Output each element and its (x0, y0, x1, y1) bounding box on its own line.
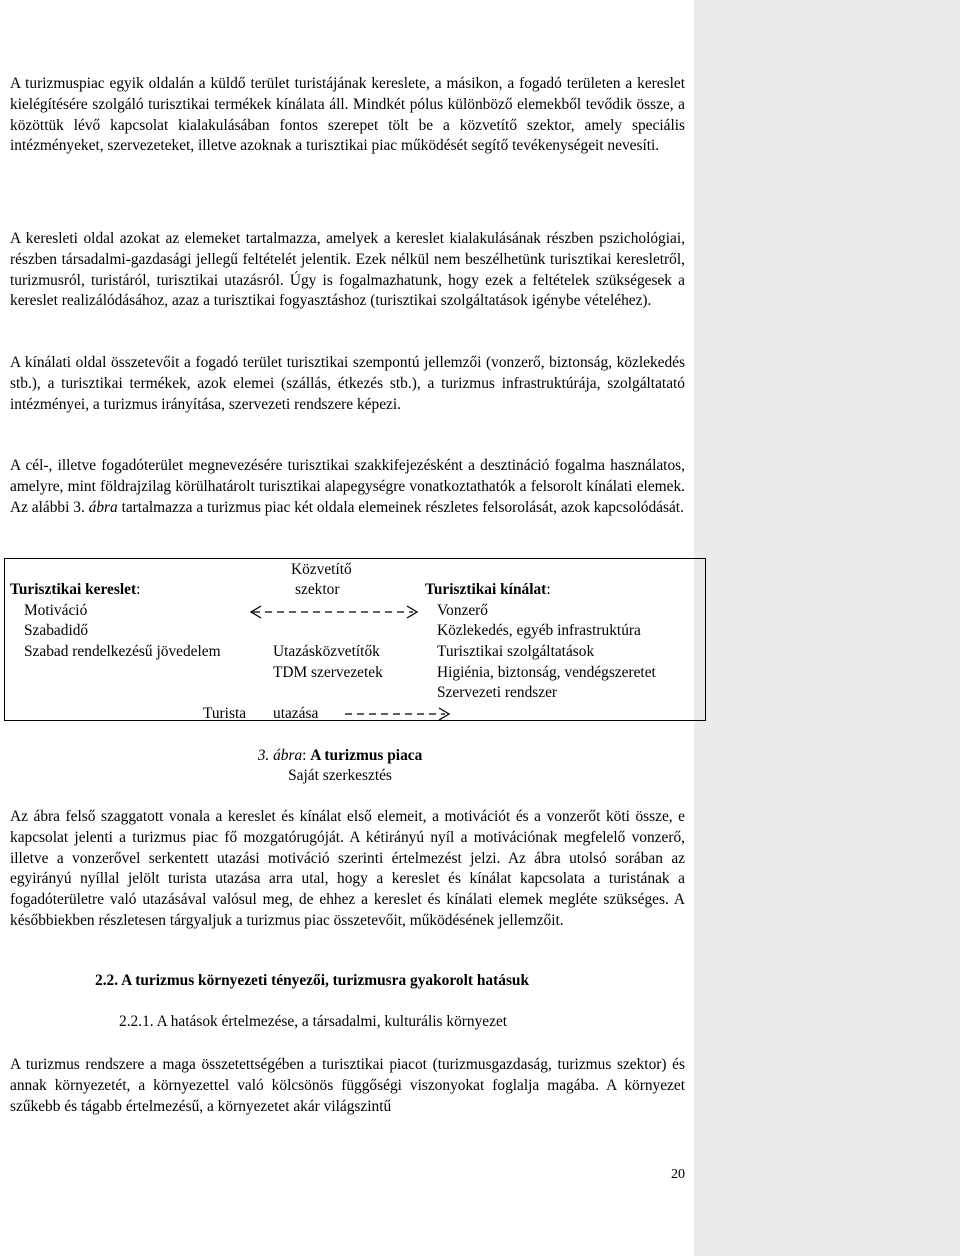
supply-item-organization: Szervezeti rendszer (437, 684, 558, 701)
one-way-dashed-arrow (345, 708, 449, 720)
supply-item-attraction: Vonzerő (437, 602, 489, 619)
caption-title-line (0, 746, 680, 766)
caption-abra: ábra (273, 747, 303, 764)
figure-caption (0, 746, 680, 786)
supply-title: Turisztikai kínálat (425, 581, 547, 598)
intermediary-item-agencies: Utazásközvetítők (273, 643, 380, 660)
supply-colon: : (546, 581, 551, 598)
supply-item-services: Turisztikai szolgáltatások (437, 643, 595, 660)
intermediary-item-tdm: TDM szervezetek (273, 664, 383, 681)
intermediary-title-line2: szektor (295, 581, 340, 598)
caption-number: 3. (257, 747, 274, 764)
paragraph-1: A turizmuspiac egyik oldalán a küldő terület turistájának kereslete, a másikon, a fogadó területen a kereslet kielégítésére szolgáló turisztikai termékek kínálata áll. Mindkét pólus különböző elemekből tevődik össze, a közöttük lévő kapcsolat kialakulásában fontos szerepet tölt be a közvetítő szektor, amely speciális intézményeket, szervezeteket, illetve azoknak a turisztikai piac működését segítő tevékenységeit nevesíti. (10, 75, 685, 155)
paragraph-4-text: A cél-, illetve fogadóterület megnevezésére turisztikai szakkifejezésként a desztináció fogalma használatos, amelyre, mint földrajzilag körülhatárolt turisztikai alapegységre vonatkoztathatók a felsorolt kínálati elemek. Az alábbi 3. (10, 457, 685, 516)
bidirectional-dashed-arrow (251, 606, 417, 618)
caption-colon: : (302, 747, 311, 764)
demand-item-free-time: Szabadidő (24, 622, 89, 639)
section-heading-2-2: 2.2. A turizmus környezeti tényezői, turizmusra gyakorolt hatásuk (95, 972, 530, 989)
demand-title: Turisztikai kereslet (10, 581, 137, 598)
supply-item-hygiene: Higiénia, biztonság, vendégszeretet (437, 664, 656, 681)
paragraph-4-italic: ábra (88, 498, 118, 516)
tourism-market-figure (4, 558, 706, 721)
paragraph-4 (10, 456, 685, 518)
page-number: 20 (671, 1167, 685, 1182)
paragraph-6: A turizmus rendszere a maga összetettségében a turisztikai piacot (turizmusgazdaság, turizmus szektor) és annak környezetét, a környezettel való kölcsönös függőségi viszonyokat foglalja magába. A környezet szűkebb és tágabb értelmezésű, a környezetet akár világszintű (10, 1056, 685, 1115)
supply-heading (425, 580, 551, 600)
section-heading-2-2-1: 2.2.1. A hatások értelmezése, a társadalmi, kulturális környezet (119, 1013, 508, 1030)
paragraph-3: A kínálati oldal összetevőit a fogadó terület turisztikai szempontú jellemzői (vonzerő, biztonság, közlekedés stb.), a turisztikai termékek, azok elemei (szállás, étkezés stb.), a turizmus infrastruktúrája, szolgáltatató intézményei, a turizmus irányítása, szervezeti rendszere képezi. (10, 354, 685, 413)
paragraph-2: A keresleti oldal azokat az elemeket tartalmazza, amelyek a kereslet kialakulásának részben pszichológiai, részben társadalmi-gazdasági jellegű feltételét jelentik. Ezek nélkül nem beszélhetünk turisztikai keresletről, turizmusról, turistáról, turisztikai utazásról. Úgy is fogalmazhatunk, hogy ezek a feltételek szükségesek a kereslet realizálódásához, azaz a turisztikai fogyasztáshoz (turisztikai szolgáltatások igénybe vételéhez). (10, 230, 685, 310)
comment-margin-panel (694, 0, 960, 1256)
travel-label: utazása (273, 705, 319, 722)
tourist-label: Turista (203, 705, 247, 722)
caption-source: Saját szerkesztés (288, 767, 392, 784)
intermediary-title-line1: Közvetítő (291, 561, 352, 578)
demand-heading (10, 580, 140, 600)
demand-item-motivation: Motiváció (24, 602, 88, 619)
supply-item-transport: Közlekedés, egyéb infrastruktúra (437, 622, 641, 639)
caption-title: A turizmus piaca (310, 747, 423, 764)
demand-item-income: Szabad rendelkezésű jövedelem (24, 643, 221, 660)
paragraph-5: Az ábra felső szaggatott vonala a kereslet és kínálat első elemeit, a motivációt és a vonzerőt köti össze, e kapcsolat jelenti a turizmus piac fő mozgatórugóját. A kétirányú nyíl a motivációnak megfelelő vonzerő, illetve a vonzerővel serkentett utazási motiváció szerinti értelmezést jelzi. Az ábra utolsó sorában az egyirányú nyíllal jelölt turista utazása arra utal, hogy a kereslet és kínálat kapcsolata a turistának a fogadóterületre való utazásával valósul meg, de ehhez a kereslet és kínálati elemek megléte szükséges. A későbbiekben részletesen tárgyaljuk a turizmus piac összetevőit, működésének jellemzőit. (10, 808, 685, 929)
demand-colon: : (136, 581, 141, 598)
paragraph-4-text-end: tartalmazza a turizmus piac két oldala elemeinek részletes felsorolását, azok kapcsolódását. (117, 498, 684, 516)
